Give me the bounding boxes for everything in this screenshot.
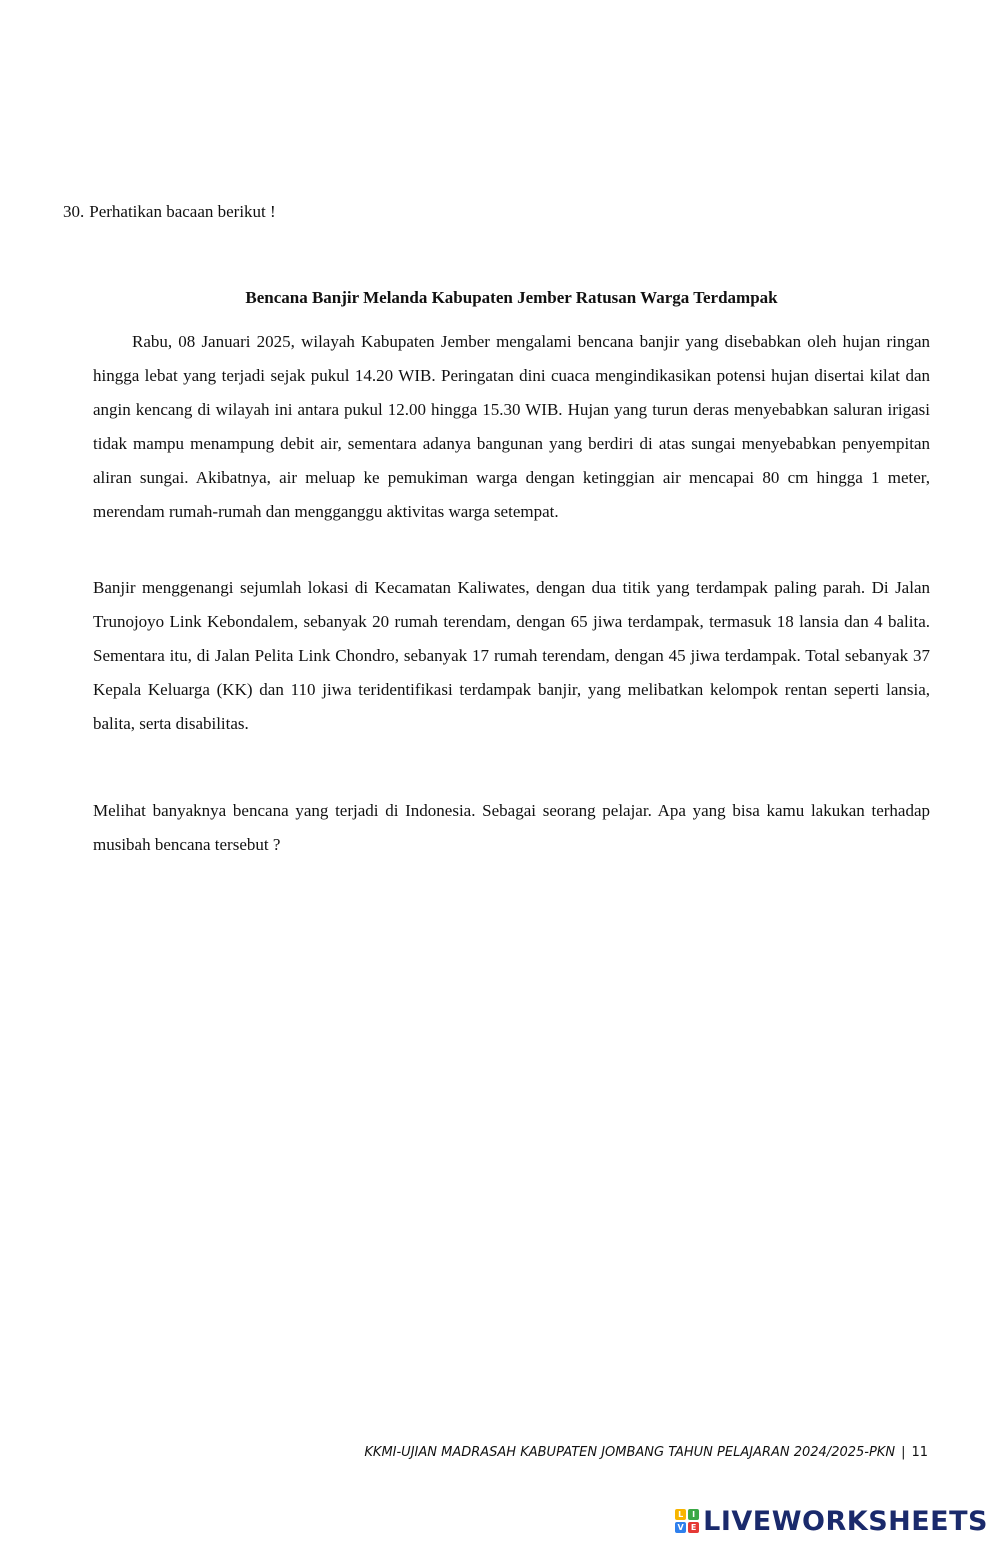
footer-separator: | — [901, 1445, 906, 1460]
logo-cell-l: L — [675, 1509, 686, 1520]
logo-cell-e: E — [688, 1522, 699, 1533]
logo-cell-v: V — [675, 1522, 686, 1533]
question-header — [63, 201, 276, 223]
question-prompt: Perhatikan bacaan berikut ! — [89, 202, 276, 221]
logo-cell-i: I — [688, 1509, 699, 1520]
brand-name: LIVEWORKSHEETS — [703, 1505, 988, 1537]
article-paragraph-2: Banjir menggenangi sejumlah lokasi di Kecamatan Kaliwates, dengan dua titik yang terdampak paling parah. Di Jalan Trunojoyo Link Kebondalem, sebanyak 20 rumah terendam, dengan 65 jiwa terdampak, termasuk 18 lansia dan 4 balita. Sementara itu, di Jalan Pelita Link Chondro, sebanyak 17 rumah terendam, dengan 45 jiwa terdampak. Total sebanyak 37 Kepala Keluarga (KK) dan 110 jiwa teridentifikasi terdampak banjir, yang melibatkan kelompok rentan seperti lansia, balita, serta disabilitas. — [93, 578, 930, 733]
page-number: 11 — [911, 1445, 928, 1460]
article-paragraph-1: Rabu, 08 Januari 2025, wilayah Kabupaten Jember mengalami bencana banjir yang disebabkan oleh hujan ringan hingga lebat yang terjadi sejak pukul 14.20 WIB. Peringatan dini cuaca mengindikasikan potensi hujan disertai kilat dan angin kencang di wilayah ini antara pukul 12.00 hingga 15.30 WIB. Hujan yang turun deras menyebabkan saluran irigasi tidak mampu menampung debit air, sementara adanya bangunan yang berdiri di atas sungai menyebabkan penyempitan aliran sungai. Akibatnya, air meluap ke pemukiman warga dengan ketinggian air mencapai 80 cm hingga 1 meter, merendam rumah-rumah dan mengganggu aktivitas warga setempat. — [93, 332, 930, 521]
footer-title: KKMI-UJIAN MADRASAH KABUPATEN JOMBANG TAHUN PELAJARAN 2024/2025-PKN — [364, 1445, 896, 1460]
liveworksheets-logo — [675, 1503, 988, 1539]
question-number: 30. — [63, 202, 85, 221]
task-question: Melihat banyaknya bencana yang terjadi di Indonesia. Sebagai seorang pelajar. Apa yang bisa kamu lakukan terhadap musibah bencana tersebut ? — [93, 801, 930, 854]
article-title: Bencana Banjir Melanda Kabupaten Jember Ratusan Warga Terdampak — [245, 288, 778, 307]
logo-grid-icon — [675, 1509, 699, 1533]
page-footer — [364, 1443, 928, 1463]
